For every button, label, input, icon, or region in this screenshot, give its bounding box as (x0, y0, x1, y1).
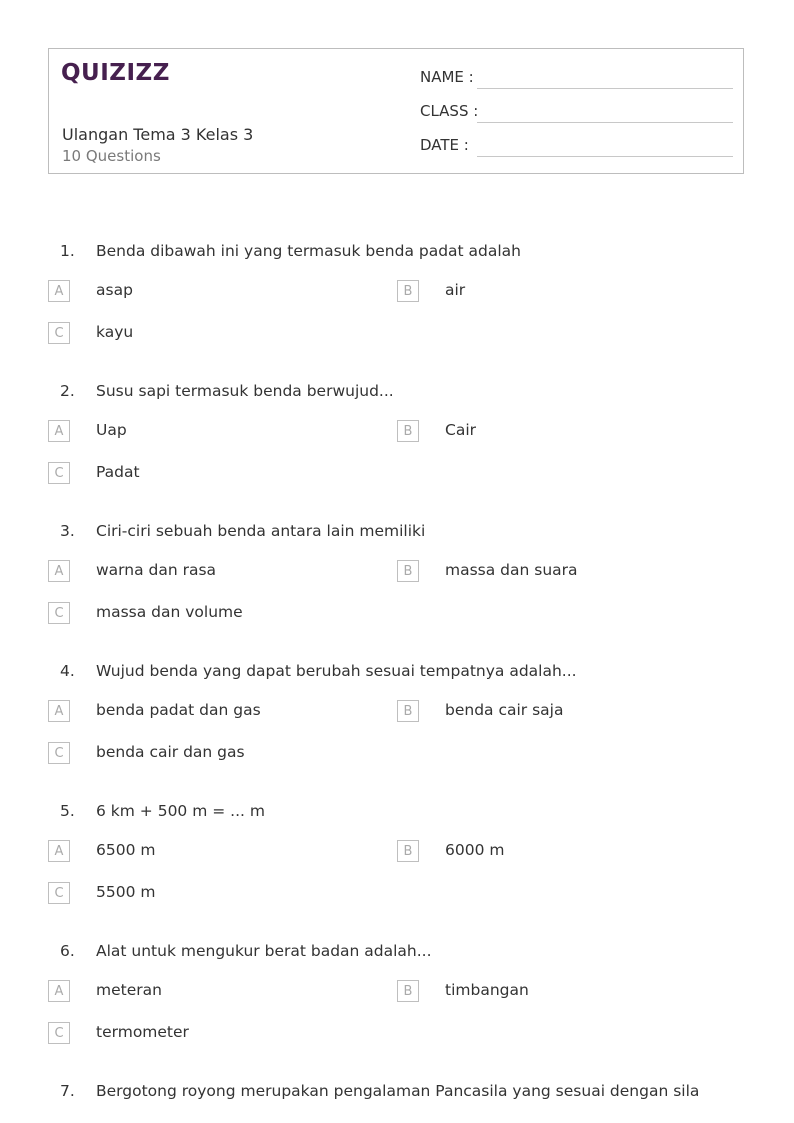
option-letter-box[interactable]: C (48, 602, 70, 624)
option-text: warna dan rasa (96, 561, 217, 579)
date-label: DATE : (420, 136, 469, 154)
question-number: 7. (60, 1082, 75, 1100)
option-text: Cair (445, 421, 476, 439)
question-number: 6. (60, 942, 75, 960)
option-letter-box[interactable]: A (48, 840, 70, 862)
option-text: massa dan volume (96, 603, 243, 621)
option-text: timbangan (445, 981, 529, 999)
option-letter-box[interactable]: C (48, 742, 70, 764)
option-text: Padat (96, 463, 140, 481)
question-number: 3. (60, 522, 75, 540)
option-text: benda cair saja (445, 701, 564, 719)
question-number: 4. (60, 662, 75, 680)
option-letter-box[interactable]: A (48, 280, 70, 302)
option-letter-box[interactable]: C (48, 882, 70, 904)
question-4 (0, 662, 794, 802)
option-text: massa dan suara (445, 561, 578, 579)
option-letter-box[interactable]: A (48, 560, 70, 582)
option-text: 5500 m (96, 883, 156, 901)
question-1 (0, 242, 794, 382)
option-text: asap (96, 281, 133, 299)
option-letter-box[interactable]: B (397, 280, 419, 302)
question-text: Wujud benda yang dapat berubah sesuai tempatnya adalah... (96, 662, 577, 680)
question-text: 6 km + 500 m = ... m (96, 802, 265, 820)
worksheet-header (48, 48, 744, 174)
option-text: kayu (96, 323, 134, 341)
name-line[interactable] (477, 88, 733, 89)
option-letter-box[interactable]: C (48, 322, 70, 344)
question-number: 1. (60, 242, 75, 260)
option-letter-box[interactable]: A (48, 420, 70, 442)
question-6 (0, 942, 794, 1082)
option-letter-box[interactable]: A (48, 980, 70, 1002)
option-text: meteran (96, 981, 162, 999)
date-field[interactable] (420, 136, 733, 158)
name-label: NAME : (420, 68, 474, 86)
option-letter-box[interactable]: C (48, 1022, 70, 1044)
option-letter-box[interactable]: B (397, 840, 419, 862)
option-letter-box[interactable]: B (397, 560, 419, 582)
class-line[interactable] (477, 122, 733, 123)
class-field[interactable] (420, 102, 733, 124)
worksheet-title: Ulangan Tema 3 Kelas 3 (62, 125, 254, 144)
question-5 (0, 802, 794, 942)
option-text: benda cair dan gas (96, 743, 245, 761)
question-count: 10 Questions (62, 147, 161, 165)
option-text: Uap (96, 421, 127, 439)
question-text: Bergotong royong merupakan pengalaman Pancasila yang sesuai dengan sila (96, 1082, 700, 1100)
question-2 (0, 382, 794, 522)
date-line[interactable] (477, 156, 733, 157)
question-text: Susu sapi termasuk benda berwujud... (96, 382, 394, 400)
option-letter-box[interactable]: B (397, 420, 419, 442)
class-label: CLASS : (420, 102, 479, 120)
question-number: 2. (60, 382, 75, 400)
option-letter-box[interactable]: B (397, 700, 419, 722)
option-letter-box[interactable]: B (397, 980, 419, 1002)
question-3 (0, 522, 794, 662)
option-text: benda padat dan gas (96, 701, 261, 719)
option-text: termometer (96, 1023, 189, 1041)
option-text: air (445, 281, 466, 299)
option-letter-box[interactable]: C (48, 462, 70, 484)
question-text: Ciri-ciri sebuah benda antara lain memiliki (96, 522, 426, 540)
quizizz-logo: QUIZIZZ (61, 60, 170, 86)
option-letter-box[interactable]: A (48, 700, 70, 722)
option-text: 6500 m (96, 841, 156, 859)
question-text: Alat untuk mengukur berat badan adalah... (96, 942, 432, 960)
question-text: Benda dibawah ini yang termasuk benda padat adalah (96, 242, 522, 260)
name-field[interactable] (420, 68, 733, 90)
question-7 (0, 1082, 794, 1112)
question-number: 5. (60, 802, 75, 820)
option-text: 6000 m (445, 841, 505, 859)
